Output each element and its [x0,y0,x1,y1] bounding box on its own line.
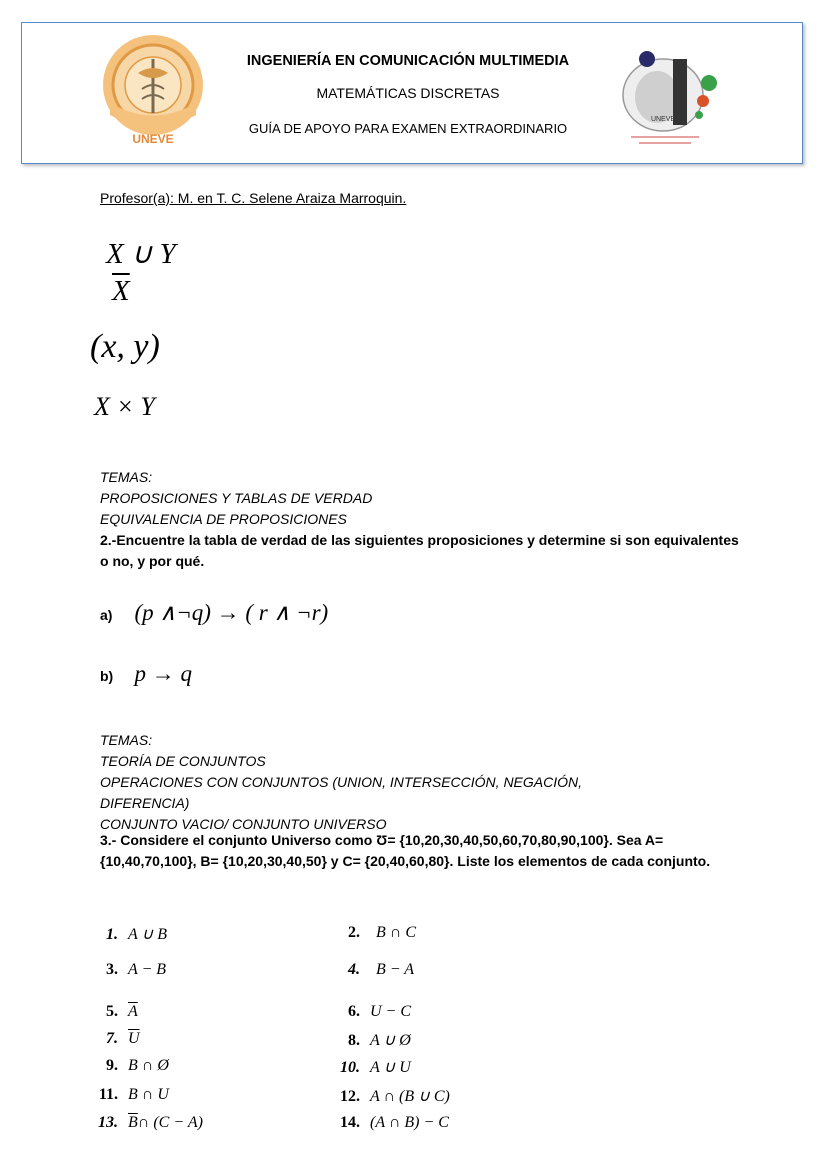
notation-union: X ∪ Y [106,238,176,270]
proposition-label: a) [100,607,113,623]
exercise-item: 8. A ∪ Ø [348,1032,411,1049]
section1-topics [100,467,372,530]
header-subject: MATEMÁTICAS DISCRETAS [316,85,500,101]
exercise-item: 4. B − A [348,961,415,978]
topic-item: OPERACIONES CON CONJUNTOS (UNION, INTERSECCIÓN, NEGACIÓN, [100,774,583,790]
question-2: 2.-Encuentre la tabla de verdad de las siguientes proposiciones y determine si son equivalentes o no, y por qué. [100,532,739,569]
professor-name: Profesor(a): M. en T. C. Selene Araiza Marroquin. [100,190,407,206]
header-guide: GUÍA DE APOYO PARA EXAMEN EXTRAORDINARIO [248,121,568,136]
exercise-item: 3. A − B [106,961,167,978]
topic-item: EQUIVALENCIA DE PROPOSICIONES [100,511,347,527]
proposition-expr: p → q [134,661,192,686]
question-3: 3.- Considere el conjunto Universo como Ʊ= {10,20,30,40,50,60,70,80,90,100}. Sea A= {10,40,70,100}, B= {10,20,30,40,50} y C= {20,40,60,80}. Liste los elementos de cada conjunto. [100,832,711,869]
exercise-item: 11. B ∩ U [98,1086,169,1103]
exercise-item: 10. A ∪ U [340,1059,411,1076]
multimedia-logo [617,45,727,157]
proposition-expr: (p ∧¬q) → ( r ∧ ¬r) [134,600,329,625]
exercise-item: 2. B ∩ C [348,924,416,941]
notation-complement: $\overline{X}$ [112,275,130,307]
temas-label: TEMAS: [100,732,153,748]
proposition-a [100,600,328,626]
topic-item: PROPOSICIONES Y TABLAS DE VERDAD [100,490,373,506]
topic-item: TEORÍA DE CONJUNTOS [100,753,266,769]
proposition-label: b) [100,668,114,684]
notation-product: X × Y [94,392,155,421]
topic-item: CONJUNTO VACIO/ CONJUNTO UNIVERSO [100,816,387,832]
section2-topics [100,730,582,835]
exercise-item: 1. A ∪ B [106,926,167,943]
topic-item: DIFERENCIA) [100,795,190,811]
temas-label: TEMAS: [100,469,153,485]
exercise-item: 9. B ∩ Ø [106,1057,169,1074]
proposition-b [100,661,192,687]
exercise-item: 12. A ∩ (B ∪ C) [340,1088,450,1105]
exercise-item: 14. (A ∩ B) − C [340,1114,449,1131]
document-header [21,22,803,164]
header-title: INGENIERÍA EN COMUNICACIÓN MULTIMEDIA [246,53,570,69]
exercise-item: 7. $\overline{U}$ [106,1030,140,1047]
logo-right-label: UNEVE [650,116,676,123]
exercise-item: 5. $\overline{A}$ [106,1003,138,1020]
logo-left-label: UNEVE [132,132,174,146]
exercise-item: 6. U − C [348,1003,412,1020]
exercise-item: 13. $\overline{B}\cap$ (C − A) [98,1114,203,1131]
notation-pair: (x, y) [90,328,160,365]
